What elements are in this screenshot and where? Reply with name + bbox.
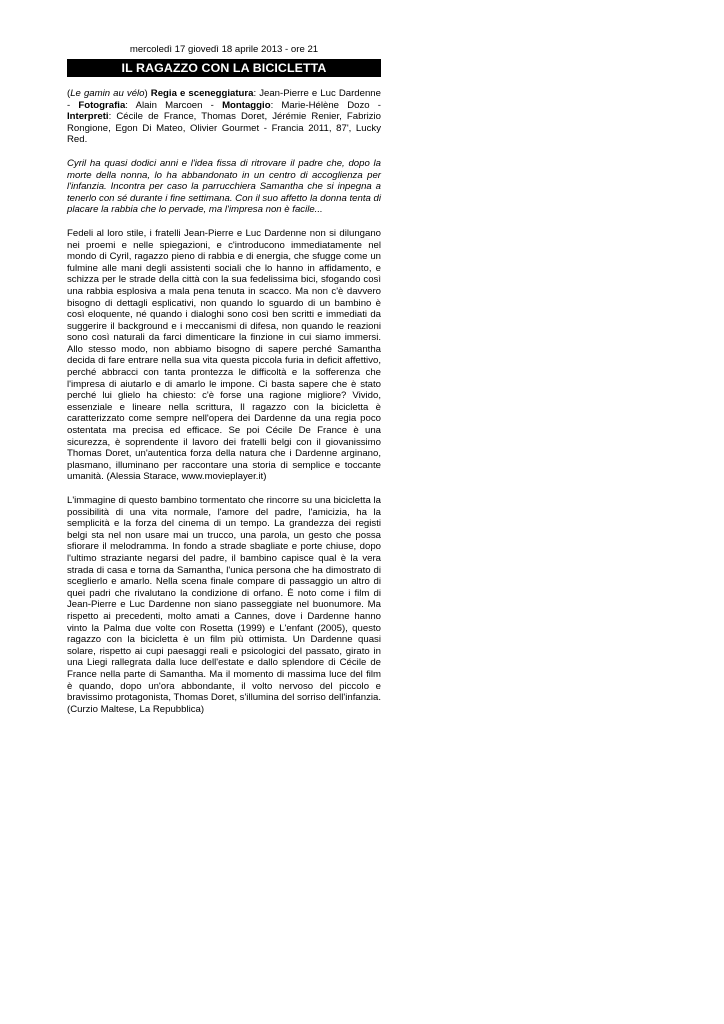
film-title: IL RAGAZZO CON LA BICICLETTA bbox=[67, 59, 381, 77]
cast-label: Interpreti bbox=[67, 111, 109, 123]
article-column bbox=[67, 44, 381, 715]
photography-label: Fotografia bbox=[78, 99, 126, 111]
credits-close-paren: ) bbox=[144, 88, 151, 99]
cast-value: : Cécile de France, Thomas Doret, Jérémie Renier, Fabrizio Rongione, Egon Di Mateo, Olivier Gourmet - Francia 2011, 87', Lucky Red. bbox=[67, 111, 381, 146]
film-credits bbox=[67, 88, 381, 146]
direction-value: : Jean-Pierre e Luc Dardenne - bbox=[67, 88, 381, 111]
synopsis-paragraph: Cyril ha quasi dodici anni e l'idea fissa di ritrovare il padre che, dopo la morte della nonna, lo ha abbandonato in un centro di accoglienza per l'infanzia. Incontra per caso la parrucchiera Samantha che si inpegna a tenerlo con sé durante i fine settimana. Con il suo affetto la donna tenta di placare la rabbia che lo pervade, ma l'impresa non è facile... bbox=[67, 157, 381, 216]
editing-label: Montaggio bbox=[222, 99, 271, 111]
review-paragraph-1: Fedeli al loro stile, i fratelli Jean-Pierre e Luc Dardenne non si dilungano nei proemi e nelle spiegazioni, e c'introducono immediatamente nel mondo di Cyril, ragazzo pieno di rabbia e di energia, che sfugge come un fulmine alle mani degli assistenti sociali che lo hanno in affidamento, e schizza per le strade della città con la sua fedelissima bici, sfogando così una rabbia esplosiva a mala pena tenuta in scacco. Ma non c'è davvero bisogno di dettagli esplicativi, non quando lo sguardo di un bambino è così eloquente, né quando i dialoghi sono così ben scritti e immediati da suggerire il background e i meccanismi di difesa, non quando le reazioni sono così naturali da farci dimenticare la finzione in cui siamo immersi. Allo stesso modo, non abbiamo bisogno di sapere perché Samantha decida di fare entrare nella sua vita questa piccola furia in deficit affettivo, perché abbracci con tanta prontezza le difficoltà e la sofferenza che l'impresa di aiutarlo e di amarlo le impone. Ci basta sapere che è stato perché lui glielo ha chiesto: c'è forse una ragione migliore? Vivido, essenziale e lineare nella scrittura, Il ragazzo con la bicicletta è caratterizzato come sempre nell'opera dei Dardenne da una regia poco ostentata ma precisa ed efficace. Se poi Cécile De France è una sicurezza, è soprendente il lavoro dei fratelli belgi con il giovanissimo Thomas Doret, un'autentica forza della natura che i Dardenne arginano, plasmano, illuminano per raccontare una storia di semplice e toccante umanità. (Alessia Starace, www.movieplayer.it) bbox=[67, 227, 381, 483]
editing-value: : Marie-Hélène Dozo - bbox=[270, 99, 381, 111]
photography-value: : Alain Marcoen - bbox=[125, 99, 223, 111]
original-title: Le gamin au vélo bbox=[70, 88, 145, 99]
credits-open-paren: ( bbox=[67, 88, 71, 99]
direction-label: Regia e sceneggiatura bbox=[150, 88, 254, 99]
screening-dateline: mercoledì 17 giovedì 18 aprile 2013 - ore 21 bbox=[129, 44, 319, 55]
review-paragraph-2: L'immagine di questo bambino tormentato che rincorre su una bicicletta la possibilità di una vita normale, l'amore del padre, l'amicizia, ha la semplicità e la forza del cinema di un tempo. La grandezza dei registi belgi sta nel non usare mai un trucco, una parola, un gesto che possa sfiorare il melodramma. In fondo a strade sbagliate e porte chiuse, dopo l'ultimo straziante negarsi del padre, il bambino capisce qual è la vera strada di casa e torna da Samantha, l'unica persona che ha dimostrato di sceglierlo e amarlo. Nella scena finale compare di passaggio un altro di quei padri che rivalutano la condizione di orfano. È noto come i film di Jean-Pierre e Luc Dardenne non siano passeggiate nel buonumore. Ma rispetto ai precedenti, molto amati a Cannes, dove i Dardenne hanno vinto la Palma due volte con Rosetta (1999) e L'enfant (2005), questo ragazzo con la bicicletta è un film più ottimista. Un Dardenne quasi solare, rispetto ai cupi paesaggi reali e psicologici del passato, girato in una Liegi rallegrata dalla luce dell'estate e dallo splendore di Cécile de France nella parte di Samantha. Ma il momento di massima luce del film è quando, dopo un'ora abbondante, il volto nervoso del piccolo e bravissimo protagonista, Thomas Doret, s'illumina del sorriso dell'infanzia. (Curzio Maltese, La Repubblica) bbox=[67, 495, 381, 715]
